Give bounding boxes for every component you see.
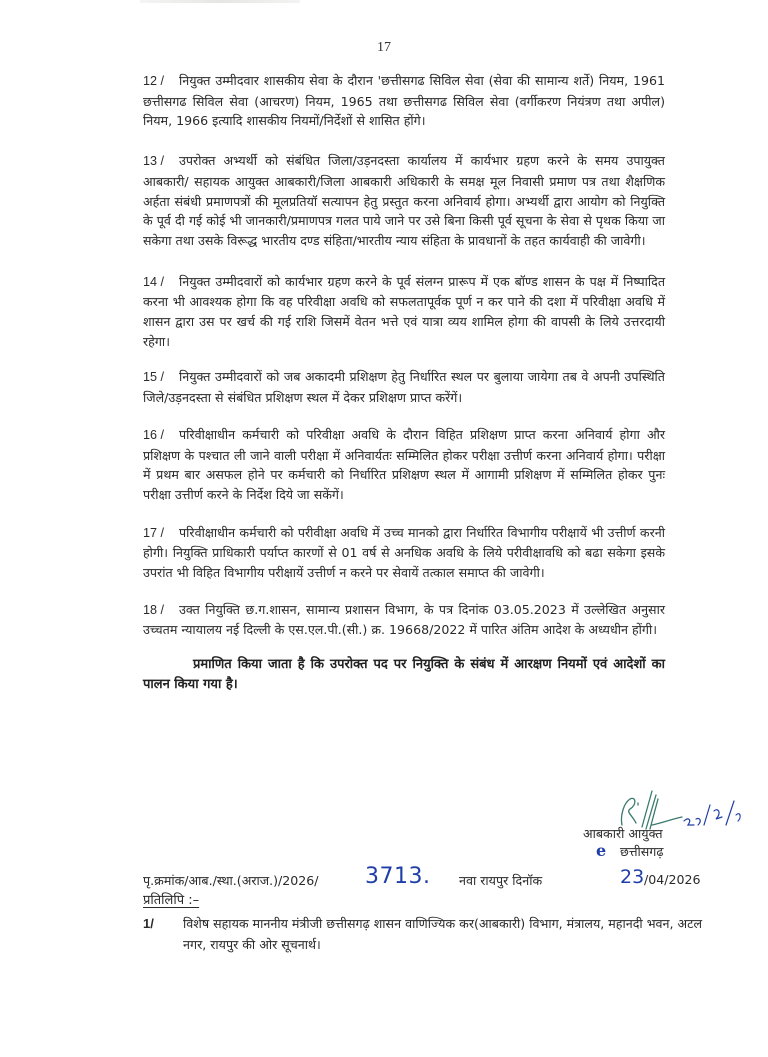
clause-17 bbox=[143, 523, 665, 583]
clause-text: नियुक्त उम्मीदवार शासकीय सेवा के दौरान 'छत्तीसगढ सिविल सेवा (सेवा की सामान्य शर्ते) नियम, 1961 छत्तीसगढ सिविल सेवा (आचरण) नियम, 1965 तथा छत्तीसगढ सिविल सेवा (वर्गीकरण नियंत्रण तथा अपील) नियम, 1966 इत्यादि शासकीय नियमों/निर्देशों से शासित होंगे। bbox=[143, 73, 665, 129]
clause-number: 15 / bbox=[143, 370, 165, 385]
reference-number-handwritten: 3713. bbox=[365, 864, 431, 889]
clause-number: 14 / bbox=[143, 274, 165, 289]
clause-16 bbox=[143, 425, 665, 505]
clause-13 bbox=[143, 151, 665, 251]
clause-14 bbox=[143, 272, 665, 352]
clause-18 bbox=[143, 600, 665, 640]
signature-block bbox=[560, 785, 760, 880]
copy-item-text: विशेष सहायक माननीय मंत्रीजी छत्तीसगढ़ शासन वाणिज्यिक कर(आबकारी) विभाग, मंत्रालय, महानदी भवन, अटल नगर, रायपुर की ओर सूचनार्थ। bbox=[183, 916, 703, 952]
signatory-title: आबकारी आयुक्त bbox=[583, 826, 663, 841]
clause-12 bbox=[143, 71, 665, 131]
reference-line bbox=[143, 864, 718, 892]
document-body bbox=[143, 71, 665, 695]
clause-text: उपरोक्त अभ्यर्थी को संबंधित जिला/उड़नदस्ता कार्यालय में कार्यभार ग्रहण करने के समय उपायुक्त आबकारी/ सहायक आयुक्त आबकारी/जिला आबकारी अधिकारी के समक्ष मूल निवासी प्रमाण पत्र तथा शैक्षणिक अर्हता संबंधी प्रमाणपत्रों की मूलप्रतियॉ सत्यापन हेतु प्रस्तुत करना अनिवार्य होगा। अभ्यर्थी द्वारा आयोग को नियुक्ति के पूर्व दी गई कोई भी जानकारी/प्रमाणपत्र गलत पाये जाने पर उसे बिना किसी पूर्व सूचना के सेवा से पृथक किया जा सकेगा तथा उसके विरूद्ध भारतीय दण्ड संहिता/भारतीय न्याय संहिता के प्रावधानों के तहत कार्यवाही की जावेगी। bbox=[143, 153, 665, 248]
copy-to-list bbox=[143, 913, 703, 955]
page-number: 17 bbox=[377, 40, 391, 55]
clause-text: नियुक्त उम्मीदवारों को कार्यभार ग्रहण करने के पूर्व संलग्न प्रारूप में एक बॉण्ड शासन के पक्ष में निष्पादित करना भी आवश्यक होगा कि वह परिवीक्षा अवधि को सफलतापूर्वक पूर्ण न कर पाने की दशा में परिवीक्षा अवधि में शासन द्वारा उस पर खर्च की गई राशि जिसमें वेतन भत्ते एवं यात्रा व्यय शामिल होगा की वापसी के लिये उत्तरदायी रहेगा। bbox=[143, 273, 665, 349]
clause-number: 13 / bbox=[143, 154, 165, 169]
clause-number: 18 / bbox=[143, 602, 165, 617]
scan-edge-artifact bbox=[140, 0, 300, 3]
copy-to-item bbox=[143, 913, 703, 955]
date-month-year: /04/2026 bbox=[644, 872, 701, 887]
place-date-label: नवा रायपुर दिनॉक bbox=[459, 873, 543, 888]
copy-to-heading: प्रतिलिपि :– bbox=[143, 893, 200, 908]
clause-text: नियुक्त उम्मीदवारों को जब अकादमी प्रशिक्षण हेतु निर्धारित स्थल पर बुलाया जायेगा तब वे अपनी उपस्थिति जिले/उड़नदस्ता से संबंधित प्रशिक्षण स्थल में देकर प्रशिक्षण प्राप्त करेंगें। bbox=[143, 369, 665, 406]
copy-item-number: 1/ bbox=[143, 916, 154, 931]
initial-mark: e bbox=[596, 841, 607, 860]
clause-number: 17 / bbox=[143, 525, 165, 540]
signatory-place: छत्तीसगढ़ bbox=[620, 844, 664, 859]
certification-statement: प्रमाणित किया जाता है कि उपरोक्त पद पर नियुक्ति के संबंध में आरक्षण नियमों एवं आदेशों का पालन किया गया है। bbox=[143, 657, 665, 693]
clause-15 bbox=[143, 367, 665, 407]
clause-text: परिवीक्षाधीन कर्मचारी को परीवीक्षा अवधि में उच्च मानको द्वारा निर्धारित विभागीय परीक्षायें भी उत्तीर्ण करनी होगी। नियुक्ति प्राधिकारी पर्याप्त कारणों से 01 वर्ष से अनधिक अवधि के लिये परीवीक्षावधि को बढा सकेगा इसके उपरांत भी विहित विभागीय परीक्षायें उत्तीर्ण न करने पर सेवायें तत्काल समाप्त की जावेगी। bbox=[143, 524, 665, 581]
clause-text: परिवीक्षाधीन कर्मचारी को परिवीक्षा अवधि के दौरान विहित प्रशिक्षण प्राप्त करना अनिवार्य होगा और प्रशिक्षण के पश्चात ली जाने वाली परीक्षा में अनिवार्यतः सम्मिलित होकर परीक्षा उत्तीर्ण करना अनिवार्य होगा। परीक्षा में प्रथम बार असफल होने पर कर्मचारी को निर्धारित प्रशिक्षण स्थल में आगामी प्रशिक्षण में सम्मिलित होकर पुनः परीक्षा उत्तीर्ण करने के निर्देश दिये जा सकेंगें। bbox=[143, 426, 665, 502]
reference-number-prefix: पृ.क्रमांक/आब./स्था.(अराज.)/2026/ bbox=[143, 873, 319, 888]
clause-number: 16 / bbox=[143, 427, 165, 442]
date-day-handwritten: 23 bbox=[620, 866, 645, 888]
clause-text: उक्त नियुक्ति छ.ग.शासन, सामान्य प्रशासन विभाग, के पत्र दिनांक 03.05.2023 में उल्लेखित अनुसार उच्चतम न्यायालय नई दिल्ली के एस.एल.पी.(सी.) क्र. 19668/2022 में पारित अंतिम आदेश के अध्यधीन होंगी। bbox=[143, 601, 665, 638]
clause-number: 12 / bbox=[143, 74, 165, 88]
